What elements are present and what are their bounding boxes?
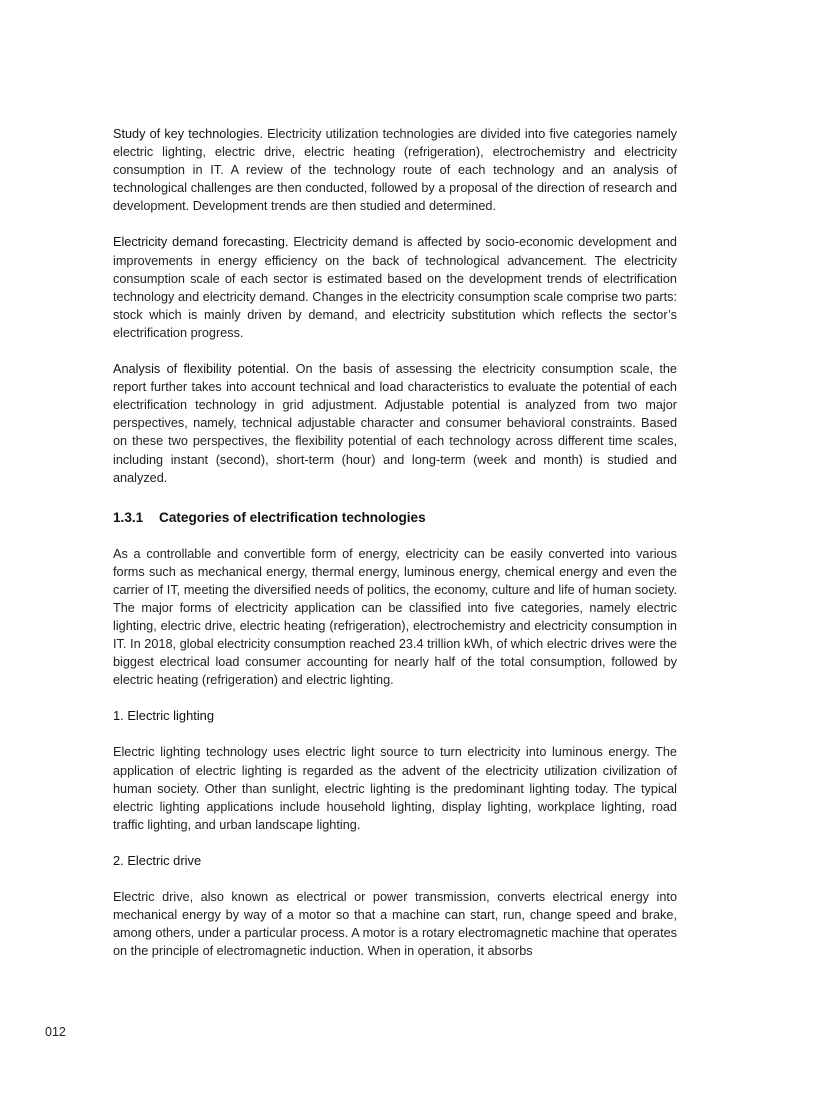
subsection-text-electric-lighting: Electric lighting technology uses electric light source to turn electricity into luminous energy. The application of electric lighting is regarded as the advent of the electricity utilization civilization of human society. Other than sunlight, electric lighting is the predominant lighting today. The typical electric lighting applications include household lighting, display lighting, workplace lighting, road traffic lighting, and urban landscape lighting. [113,745,677,832]
page-number: 012 [45,1025,66,1039]
section-intro: As a controllable and convertible form of energy, electricity can be easily converted into various forms such as mechanical energy, thermal energy, luminous energy, chemical energy and even the carrier of IT, meeting the diversified needs of politics, the economy, culture and life of human society. The major forms of electricity application can be classified into five categories, namely electric lighting, electric drive, electric heating (refrigeration), electrochemistry and electricity consumption in IT. In 2018, global electricity consumption reached 23.4 trillion kWh, of which electric drives were the biggest electrical load consumer accounting for nearly half of the total consumption, followed by electric heating (refrigeration) and electric lighting. [113,546,677,688]
paragraph-flexibility-potential [113,360,677,487]
paragraph-lead: Electricity demand forecasting. [113,235,289,250]
section-heading [113,509,677,527]
page-content [113,125,677,960]
paragraph-text: Electricity utilization technologies are divided into five categories namely electric lighting, electric drive, electric heating (refrigeration), electrochemistry and electricity consumption in IT. A review of the technology route of each technology and an analysis of technological challenges are then conducted, followed by a proposal of the direction of research and development. Development trends are then studied and determined. [113,127,677,214]
subsection-text-electric-drive: Electric drive, also known as electrical or power transmission, converts electrical energy into mechanical energy by way of a motor so that a machine can start, run, change speed and brake, among others, under a particular process. A motor is a rotary electromagnetic machine that operates on the principle of electromagnetic induction. When in operation, it absorbs [113,889,677,959]
paragraph-lead: Study of key technologies. [113,127,263,141]
paragraph-text: Electricity demand is affected by socio-economic development and improvements in energy efficiency on the back of technological advancement. The electricity consumption scale of each sector is estimated based on the development trends of electrification technology and electricity demand. Changes in the electricity consumption scale comprise two parts: stock which is mainly driven by demand, and electricity substitution which reflects the sector’s electrification progress. [113,235,677,340]
subsection-heading-electric-lighting: 1. Electric lighting [113,708,215,724]
paragraph-lead: Analysis of flexibility potential. [113,362,290,377]
paragraph-key-technologies [113,125,677,215]
subsection-heading-electric-drive: 2. Electric drive [113,852,202,868]
section-title: Categories of electrification technologies [159,509,426,525]
paragraph-demand-forecasting [113,233,677,342]
section-number: 1.3.1 [113,509,144,525]
paragraph-text: On the basis of assessing the electricity consumption scale, the report further takes into account technical and load characteristics to evaluate the potential of each electrification technology in grid adjustment. Adjustable potential is analyzed from two major perspectives, namely, technical adjustable character and consumer behavioral constraints. Based on these two perspectives, the flexibility potential of each technology across different time scales, including instant (second), short-term (hour) and long-term (week and month) is studied and analyzed. [113,362,677,485]
